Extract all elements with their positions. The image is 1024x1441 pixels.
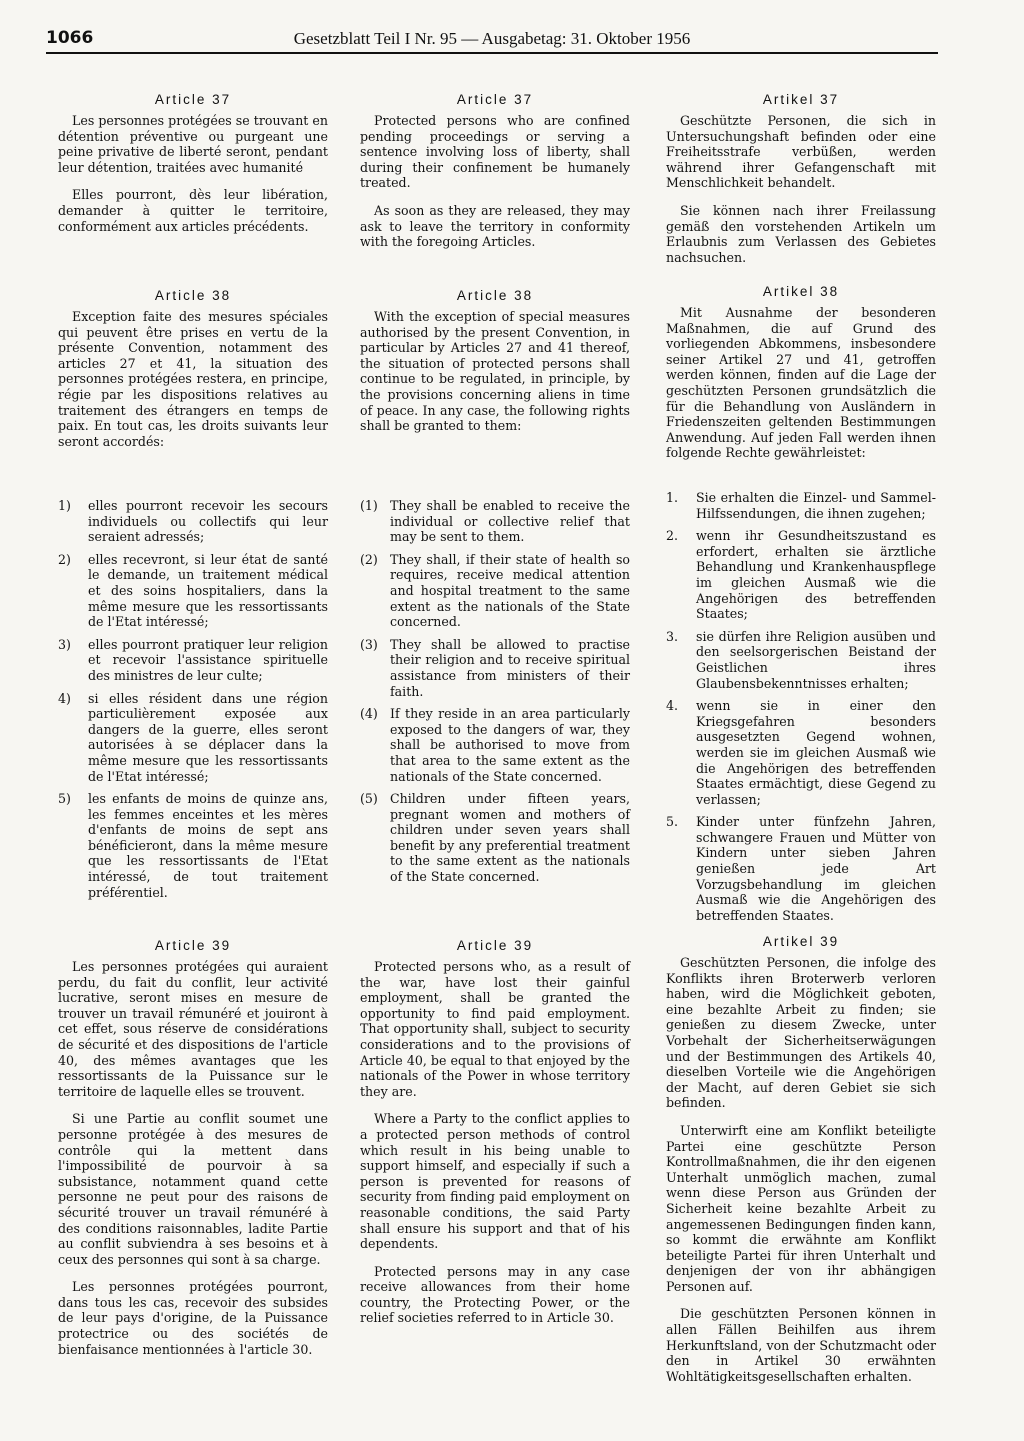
item-text: elles pourront pratiquer leur religion et recevoir l'assistance spirituelle des ministres de leur culte;	[88, 636, 328, 683]
de-a38-item	[666, 490, 936, 521]
de-a39-para-2: Unterwirft eine am Konflikt beteiligte Partei eine geschützte Person Kontrollmaßnahmen, die ihr den eigenen Unterhalt unmöglich machen, zumal wenn diese Person aus Gründen der Sicherheit keine bezahlte Arbeit zu angemessenen Bedingungen finden kann, so kommt die erwähnte am Konflikt beteiligte Partei für ihren Unterhalt und denjenigen der von ihr abhängigen Personen auf.	[666, 1122, 936, 1294]
de-article-37	[666, 92, 936, 277]
item-text: Sie erhalten die Einzel- und Sammel-Hilfssendungen, die ihnen zugehen;	[696, 490, 936, 521]
item-number: 3.	[666, 628, 679, 644]
de-a37-para-2: Sie können nach ihrer Freilassung gemäß den vorstehenden Artikeln um Erlaubnis zum Verlassen des Gebietes nachsuchen.	[666, 202, 936, 265]
fr-a38-intro: Exception faite des mesures spéciales qui peuvent être prises en vertu de la présente Convention, notamment des articles 27 et 41, la situation des personnes protégées restera, en principe, régie par les dispositions relatives au traitement des étrangers en temps de paix. En tout cas, les droits suivants leur seront accordés:	[58, 309, 328, 449]
fr-a37-para-1: Les personnes protégées se trouvant en détention préventive ou purgeant une peine privative de liberté seront, pendant leur détention, traitées avec humanité	[58, 113, 328, 175]
de-a38-item	[666, 814, 936, 923]
fr-a38-item	[58, 498, 328, 545]
item-text: elles pourront recevoir les secours individuels ou collectifs qui leur seraient adressés;	[88, 498, 328, 545]
fr-a38-item	[58, 791, 328, 900]
item-number: 5.	[666, 814, 679, 830]
en-a38-item	[360, 791, 630, 885]
en-a38-item	[360, 706, 630, 784]
item-number: (5)	[360, 791, 378, 807]
fr-a37-title: Article 37	[154, 92, 232, 107]
item-text: les enfants de moins de quinze ans, les femmes enceintes et les mères d'enfants de moins de sept ans bénéficieront, dans la même mesure que les ressortissants de l'Etat intéressé, de tout traitement préférentiel.	[88, 791, 328, 900]
fr-a38-title: Article 38	[154, 288, 232, 303]
fr-a38-item	[58, 552, 328, 630]
de-a37-para-1: Geschützte Personen, die sich in Untersuchungshaft befinden oder eine Freiheitsstrafe verbüßen, werden während ihrer Gefangenschaft mit Menschlichkeit behandelt.	[666, 113, 936, 191]
fr-a39-title: Article 39	[154, 938, 232, 953]
fr-a39-para-1: Les personnes protégées qui auraient perdu, du fait du conflit, leur activité lucrative, seront mises en mesure de trouver un travail rémunéré et jouiront à cet effet, sous réserve de considérations de sécurité et des dispositions de l'article 40, des mêmes avantages que les ressortissants de la Puissance sur le territoire de laquelle elles se trouvent.	[58, 959, 328, 1099]
de-a39-para-3: Die geschützten Personen können in allen Fällen Beihilfen aus ihrem Herkunftsland, von der Schutzmacht oder den in Artikel 30 erwähnten Wohltätigkeitsgesellschaften erhalten.	[666, 1306, 936, 1384]
fr-a39-para-3: Les personnes protégées pourront, dans tous les cas, recevoir des subsides de leur pays d'origine, de la Puissance protectrice ou des sociétés de bienfaisance mentionnées à l'article 30.	[58, 1279, 328, 1357]
fr-a39-para-2: Si une Partie au conflit soumet une personne protégée à des mesures de contrôle qui la mettent dans l'impossibilité de pourvoir à sa subsistance, notamment quand cette personne ne peut pour des raisons de sécurité trouver un travail rémunéré à des conditions raisonnables, ladite Partie au conflit subviendra à ses besoins et à ceux des personnes qui sont à sa charge.	[58, 1111, 328, 1267]
item-number: 5)	[58, 791, 71, 807]
item-number: 2.	[666, 528, 679, 544]
item-number: 2)	[58, 551, 71, 567]
page-header	[46, 26, 938, 54]
en-a39-para-3: Protected persons may in any case receive allowances from their home country, the Protecting Power, or the relief societies referred to in Article 30.	[360, 1263, 630, 1326]
fr-article-39	[58, 938, 328, 1369]
fr-a38-item	[58, 691, 328, 785]
item-number: 1)	[58, 498, 71, 513]
en-a37-para-1: Protected persons who are confined pending proceedings or serving a sentence involving loss of liberty, shall during their confinement be humanely treated.	[360, 113, 630, 191]
fr-article-38	[58, 288, 328, 461]
de-a38-item	[666, 629, 936, 691]
item-text: elles recevront, si leur état de santé le demande, un traitement médical et des soins hospitaliers, dans la même mesure que les ressortissants de l'Etat intéressé;	[88, 551, 328, 630]
item-text: wenn ihr Gesundheitszustand es erfordert, erhalten sie ärztliche Behandlung und Krankenhauspflege im gleichen Ausmaß wie die Angehörigen des betreffenden Staates;	[696, 528, 936, 622]
en-a37-para-2: As soon as they are released, they may ask to leave the territory in conformity with the foregoing Articles.	[360, 202, 630, 250]
de-a38-title: Artikel 38	[762, 284, 840, 299]
en-article-37	[360, 92, 630, 262]
item-text: If they reside in an area particularly exposed to the dangers of war, they shall be authorised to move from that area to the same extent as the nationals of the State concerned.	[390, 706, 630, 784]
item-text: They shall, if their state of health so requires, receive medical attention and hospital treatment to the same extent as the nationals of the State concerned.	[390, 551, 630, 630]
en-a38-intro: With the exception of special measures authorised by the present Convention, in particular by Articles 27 and 41 thereof, the situation of protected persons shall continue to be regulated, in principle, by the provisions concerning aliens in time of peace. In any case, the following rights shall be granted to them:	[360, 309, 630, 434]
item-text: They shall be allowed to practise their religion and to receive spiritual assistance from ministers of their faith.	[390, 636, 630, 699]
item-text: wenn sie in einer den Kriegsgefahren besonders ausgesetzten Gegend wohnen, werden sie im gleichen Ausmaß wie die Angehörigen des betreffenden Staates ermächtigt, diese Gegend zu verlassen;	[696, 698, 936, 807]
fr-a38-list	[58, 498, 328, 907]
item-number: 4.	[666, 698, 679, 714]
item-number: 4)	[58, 690, 71, 706]
de-article-38	[666, 284, 936, 473]
item-number: 1.	[666, 490, 679, 505]
de-a38-list	[666, 490, 936, 930]
en-a38-item	[360, 637, 630, 699]
item-text: Kinder unter fünfzehn Jahren, schwangere Frauen und Mütter von Kindern unter sieben Jahren genießen jede Art Vorzugsbehandlung im gleichen Ausmaß wie die Angehörigen des betreffenden Staates.	[696, 814, 936, 923]
de-article-39	[666, 934, 936, 1396]
en-a38-item	[360, 552, 630, 630]
item-text: sie dürfen ihre Religion ausüben und den seelsorgerischen Beistand der Geistlichen ihres Glaubensbekenntnisses erhalten;	[696, 628, 936, 691]
item-text: They shall be enabled to receive the individual or collective relief that may be sent to them.	[390, 498, 630, 545]
de-a37-title: Artikel 37	[762, 92, 840, 107]
fr-article-37	[58, 92, 328, 246]
item-text: si elles résident dans une région particulièrement exposée aux dangers de la guerre, elles seront autorisées à se déplacer dans la même mesure que les ressortissants de l'Etat intéressé;	[88, 690, 328, 784]
en-a37-title: Article 37	[456, 92, 534, 107]
de-a39-para-1: Geschützten Personen, die infolge des Konflikts ihren Broterwerb verloren haben, wird die Möglichkeit geboten, eine bezahlte Arbeit zu finden; sie genießen zu diesem Zwecke, unter Vorbehalt der Sicherheitserwägungen und der Bestimmungen des Artikels 40, dieselben Vorteile wie die Angehörigen der Macht, auf deren Gebiet sie sich befinden.	[666, 955, 936, 1111]
fr-a37-para-2: Elles pourront, dès leur libération, demander à quitter le territoire, conformément aux articles précédents.	[58, 187, 328, 234]
item-text: Children under fifteen years, pregnant women and mothers of children under seven years shall benefit by any preferential treatment to the same extent as the nationals of the State concerned.	[390, 791, 630, 885]
item-number: (3)	[360, 636, 378, 652]
item-number: (2)	[360, 551, 378, 567]
de-a38-item	[666, 528, 936, 622]
running-head: Gesetzblatt Teil I Nr. 95 — Ausgabetag: 31. Oktober 1956	[293, 29, 691, 48]
de-a38-intro: Mit Ausnahme der besonderen Maßnahmen, die auf Grund des vorliegenden Abkommens, insbesondere seiner Artikel 27 und 41, getroffen werden können, finden auf die Lage der geschützten Personen grundsätzlich die für die Behandlung von Ausländern in Friedenszeiten geltenden Bestimmungen Anwendung. Auf jeden Fall werden ihnen folgende Rechte gewährleistet:	[666, 305, 936, 461]
en-a39-para-1: Protected persons who, as a result of the war, have lost their gainful employment, shall be granted the opportunity to find paid employment. That opportunity shall, subject to security considerations and to the provisions of Article 40, be equal to that enjoyed by the nationals of the Power in whose territory they are.	[360, 959, 630, 1099]
en-article-38	[360, 288, 630, 446]
item-number: (1)	[360, 498, 378, 513]
item-number: (4)	[360, 706, 378, 722]
de-a39-title: Artikel 39	[762, 934, 840, 949]
en-article-39	[360, 938, 630, 1338]
fr-a38-item	[58, 637, 328, 684]
item-number: 3)	[58, 636, 71, 652]
de-a38-item	[666, 698, 936, 807]
page-number: 1066	[46, 28, 94, 48]
en-a39-para-2: Where a Party to the conflict applies to a protected person methods of control which result in his being unable to support himself, and especially if such a person is prevented for reasons of security from finding paid employment on reasonable conditions, the said Party shall ensure his support and that of his dependents.	[360, 1111, 630, 1252]
en-a38-item	[360, 498, 630, 545]
en-a39-title: Article 39	[456, 938, 534, 953]
en-a38-list	[360, 498, 630, 892]
en-a38-title: Article 38	[456, 288, 534, 303]
